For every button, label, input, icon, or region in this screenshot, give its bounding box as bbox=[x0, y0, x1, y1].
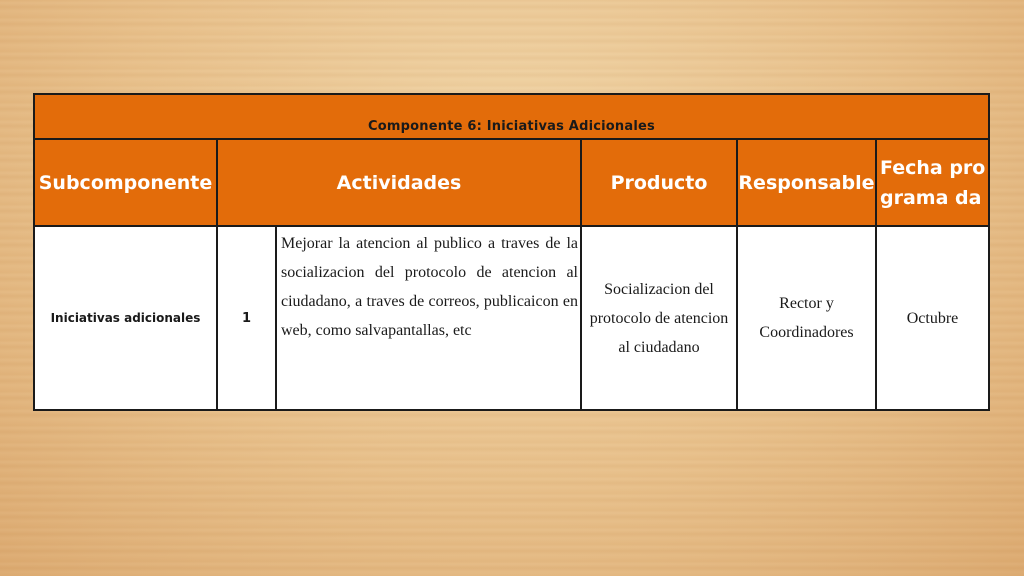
cell-subcomponente bbox=[35, 227, 218, 409]
actividad-value: Mejorar la atencion al publico a traves de la socializacion del protocolo de atencion al ciudadano, a traves de correos, publicaicon en web, como salvapantallas, etc bbox=[281, 235, 578, 339]
cell-actividad bbox=[277, 227, 582, 409]
producto-value: Socializacion del protocolo de atencion al ciudadano bbox=[589, 280, 729, 356]
cell-producto bbox=[582, 227, 738, 409]
responsable-value: Rector y Coordinadores bbox=[759, 295, 854, 341]
header-responsable: Responsable bbox=[738, 140, 877, 225]
plan-table bbox=[33, 93, 990, 411]
table-header-row bbox=[35, 140, 988, 227]
numero-value: 1 bbox=[241, 310, 252, 326]
subcomponente-value: Iniciativas adicionales bbox=[50, 311, 201, 325]
cell-responsable bbox=[738, 227, 877, 409]
table-title: Componente 6: Iniciativas Adicionales bbox=[368, 119, 655, 134]
table-title-row bbox=[35, 95, 988, 140]
header-producto: Producto bbox=[582, 140, 738, 225]
fecha-value: Octubre bbox=[906, 309, 959, 327]
header-fecha-label: Fecha programa da bbox=[880, 156, 986, 209]
table-row bbox=[35, 227, 988, 409]
cell-fecha bbox=[877, 227, 988, 409]
header-fecha-programada bbox=[877, 140, 988, 225]
cell-numero bbox=[218, 227, 277, 409]
header-actividades: Actividades bbox=[218, 140, 582, 225]
header-subcomponente: Subcomponente bbox=[35, 140, 218, 225]
